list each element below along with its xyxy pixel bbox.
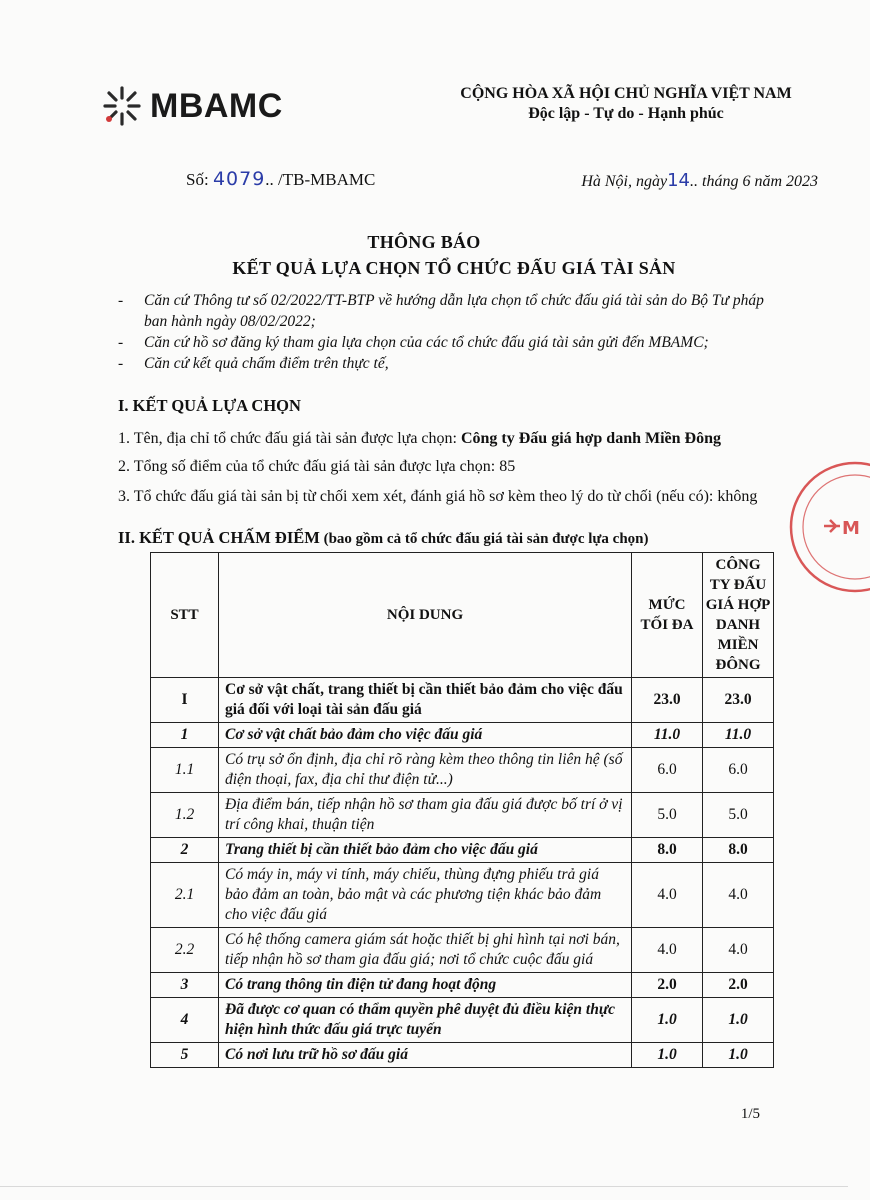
row-score: 11.0	[703, 723, 774, 748]
section-1-item-2: 2. Tổng số điểm của tổ chức đấu giá tài sản được lựa chọn: 85	[118, 458, 516, 475]
row-stt: 3	[151, 973, 219, 998]
row-score: 1.0	[703, 1043, 774, 1068]
national-heading	[436, 84, 816, 124]
section-2-note: (bao gồm cả tổ chức đấu giá tài sản được lựa chọn)	[319, 531, 649, 547]
header-max: MỨC TỐI ĐA	[632, 553, 703, 678]
scan-edge-line	[0, 1186, 848, 1187]
header-company: CÔNG TY ĐẤU GIÁ HỢP DANH MIỀN ĐÔNG	[703, 553, 774, 678]
row-stt: 2.2	[151, 928, 219, 973]
row-stt: 5	[151, 1043, 219, 1068]
row-stt: 4	[151, 998, 219, 1043]
logo-text: MBAMC	[150, 86, 283, 125]
legal-bases-list	[118, 290, 778, 374]
doc-title: THÔNG BÁO	[367, 232, 481, 252]
scoring-table	[150, 552, 774, 1068]
row-content: Trang thiết bị cần thiết bảo đảm cho việc đấu giá	[219, 838, 632, 863]
row-content: Có nơi lưu trữ hồ sơ đấu giá	[219, 1043, 632, 1068]
row-max: 1.0	[632, 998, 703, 1043]
section-2-heading	[118, 528, 649, 548]
legal-basis-item: - Căn cứ kết quả chấm điểm trên thực tế,	[118, 353, 778, 374]
table-row	[151, 1043, 774, 1068]
selected-organization: Công ty Đấu giá hợp danh Miền Đông	[460, 430, 721, 447]
row-max: 23.0	[632, 678, 703, 723]
row-max: 2.0	[632, 973, 703, 998]
row-stt: 1.2	[151, 793, 219, 838]
row-content: Đã được cơ quan có thẩm quyền phê duyệt đủ điều kiện thực hiện hình thức đấu giá trực tuyến	[219, 998, 632, 1043]
svg-text:M: M	[842, 518, 860, 539]
table-row	[151, 998, 774, 1043]
table-row	[151, 863, 774, 928]
table-row	[151, 678, 774, 723]
section-1-heading: I. KẾT QUẢ LỰA CHỌN	[118, 396, 301, 415]
row-score: 6.0	[703, 748, 774, 793]
row-score: 4.0	[703, 928, 774, 973]
row-content: Địa điểm bán, tiếp nhận hồ sơ tham gia đấu giá được bố trí ở vị trí công khai, thuận tiện	[219, 793, 632, 838]
doc-subtitle: KẾT QUẢ LỰA CHỌN TỔ CHỨC ĐẤU GIÁ TÀI SẢN	[232, 258, 676, 278]
logo-star-icon	[100, 84, 144, 128]
row-content: Có trang thông tin điện tử đang hoạt động	[219, 973, 632, 998]
legal-basis-item: - Căn cứ Thông tư số 02/2022/TT-BTP về hướng dẫn lựa chọn tổ chức đấu giá tài sản do Bộ Tư pháp ban hành ngày 08/02/2022;	[118, 290, 778, 332]
table-row	[151, 748, 774, 793]
row-stt: 2.1	[151, 863, 219, 928]
row-stt: 2	[151, 838, 219, 863]
company-logo	[100, 84, 283, 128]
row-score: 5.0	[703, 793, 774, 838]
doc-no-label: Số:	[186, 170, 213, 189]
date-day-handwritten: 14	[667, 170, 690, 191]
table-row	[151, 928, 774, 973]
row-max: 11.0	[632, 723, 703, 748]
table-header-row	[151, 553, 774, 678]
section-1-item-1	[118, 428, 768, 449]
row-stt: 1.1	[151, 748, 219, 793]
nation-name: CỘNG HÒA XÃ HỘI CHỦ NGHĨA VIỆT NAM	[460, 85, 792, 102]
row-max: 4.0	[632, 928, 703, 973]
table-row	[151, 723, 774, 748]
page-number: 1/5	[740, 1106, 760, 1122]
place-date	[581, 170, 818, 191]
row-content: Cơ sở vật chất bảo đảm cho việc đấu giá	[219, 723, 632, 748]
red-stamp	[780, 452, 870, 602]
doc-no-suffix: .. /TB-MBAMC	[265, 170, 376, 189]
section-1-item-3: 3. Tổ chức đấu giá tài sản bị từ chối xem xét, đánh giá hồ sơ kèm theo lý do từ chối (nếu có): không	[118, 488, 758, 505]
table-row	[151, 973, 774, 998]
header-content: NỘI DUNG	[219, 553, 632, 678]
table-row	[151, 793, 774, 838]
row-score: 23.0	[703, 678, 774, 723]
row-stt: 1	[151, 723, 219, 748]
place-prefix: Hà Nội, ngày	[581, 173, 668, 190]
header-stt: STT	[151, 553, 219, 678]
nation-motto: Độc lập - Tự do - Hạnh phúc	[528, 105, 724, 122]
row-score: 8.0	[703, 838, 774, 863]
table-row	[151, 838, 774, 863]
item-1-label: 1. Tên, địa chỉ tổ chức đấu giá tài sản được lựa chọn:	[118, 430, 461, 447]
row-max: 6.0	[632, 748, 703, 793]
row-max: 8.0	[632, 838, 703, 863]
row-content: Có máy in, máy vi tính, máy chiếu, thùng đựng phiếu trả giá bảo đảm an toàn, bảo mật và các phương tiện khác bảo đảm cho việc đấu giá	[219, 863, 632, 928]
row-score: 2.0	[703, 973, 774, 998]
row-max: 4.0	[632, 863, 703, 928]
place-suffix: .. tháng 6 năm 2023	[690, 173, 818, 190]
document-number	[186, 168, 375, 190]
row-score: 4.0	[703, 863, 774, 928]
row-score: 1.0	[703, 998, 774, 1043]
row-content: Có hệ thống camera giám sát hoặc thiết bị ghi hình tại nơi bán, tiếp nhận hồ sơ tham gia đấu giá; nơi tổ chức cuộc đấu giá	[219, 928, 632, 973]
legal-basis-item: - Căn cứ hồ sơ đăng ký tham gia lựa chọn của các tổ chức đấu giá tài sản gửi đến MBAMC;	[118, 332, 778, 353]
row-content: Cơ sở vật chất, trang thiết bị cần thiết bảo đảm cho việc đấu giá đối với loại tài sản đấu giá	[219, 678, 632, 723]
section-2-title: II. KẾT QUẢ CHẤM ĐIỂM	[118, 528, 320, 547]
row-content: Có trụ sở ổn định, địa chỉ rõ ràng kèm theo thông tin liên hệ (số điện thoại, fax, địa chỉ thư điện tử...)	[219, 748, 632, 793]
row-stt: I	[151, 678, 219, 723]
row-max: 1.0	[632, 1043, 703, 1068]
doc-no-handwritten: 4079	[212, 168, 266, 190]
row-max: 5.0	[632, 793, 703, 838]
